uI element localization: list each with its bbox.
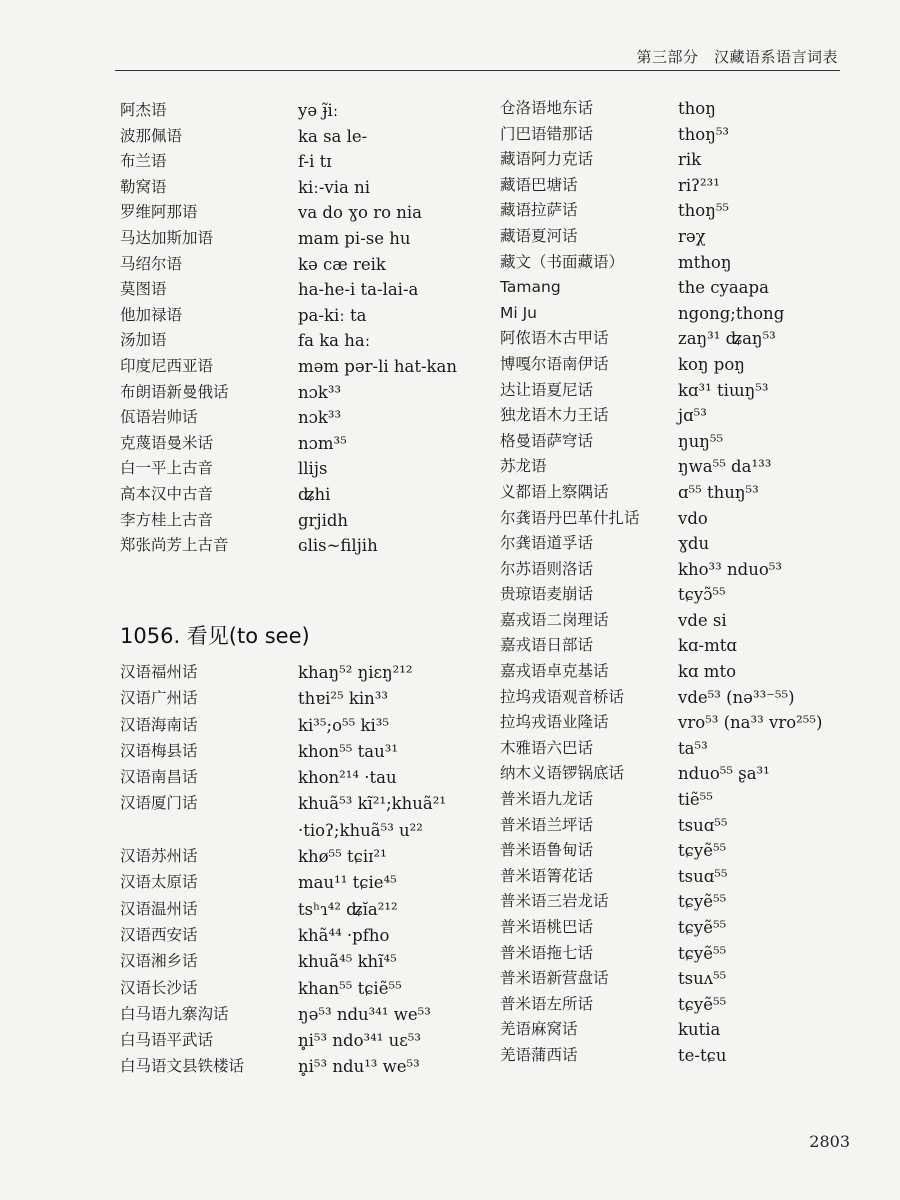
entry-row — [500, 582, 880, 608]
language-name: Tamang — [500, 278, 561, 297]
language-name: 木雅语六巴话 — [500, 738, 594, 757]
language-name: 印度尼西亚语 — [120, 356, 214, 375]
entry-row — [120, 252, 480, 278]
pronunciation: ·tioʔ;khuã⁵³ u²² — [298, 820, 423, 840]
language-name: 义都语上察隅话 — [500, 482, 609, 501]
pronunciation: thoŋ⁵³ — [678, 124, 730, 144]
pronunciation: thoŋ — [678, 99, 716, 118]
entry-row — [500, 429, 880, 455]
pronunciation: khon²¹⁴ ·tau — [298, 768, 397, 788]
entry-row — [500, 941, 880, 967]
pronunciation: vro⁵³ (na³³ vro²⁵⁵) — [678, 713, 823, 733]
language-name: 拉坞戎语业隆话 — [500, 713, 609, 732]
entry-row — [500, 736, 880, 762]
entry-row — [500, 147, 880, 173]
pronunciation: koŋ poŋ — [678, 354, 745, 374]
pronunciation: ɑ⁵⁵ thuŋ⁵³ — [678, 482, 759, 502]
pronunciation: nɔm³⁵ — [298, 433, 347, 453]
pronunciation: tsʰɿ⁴² ʥĭa²¹² — [298, 899, 398, 919]
pronunciation: zaŋ³¹ ʥaŋ⁵³ — [678, 329, 776, 349]
language-name: 羌语蒲西话 — [500, 1045, 578, 1064]
entry-row — [120, 713, 480, 739]
pronunciation: tɕyẽ⁵⁵ — [678, 918, 727, 937]
language-name: 郑张尚芳上古音 — [120, 536, 229, 555]
entry-row — [120, 482, 480, 508]
language-name: 汉语厦门话 — [120, 794, 198, 813]
pronunciation: kɑ-mtɑ — [678, 636, 737, 656]
entry-row — [500, 326, 880, 352]
pronunciation: kə cæ reik — [298, 254, 386, 274]
entry-row — [500, 915, 880, 941]
language-name: 藏语拉萨话 — [500, 201, 578, 220]
entry-row — [120, 456, 480, 482]
language-name: 普米语三岩龙话 — [500, 892, 609, 911]
language-name: 布兰语 — [120, 152, 167, 171]
pronunciation: tiẽ⁵⁵ — [678, 790, 713, 810]
language-name: 达让语夏尼话 — [500, 380, 594, 399]
language-name: 普米语拖七话 — [500, 943, 594, 962]
language-name: 尔苏语则洛话 — [500, 559, 594, 578]
entry-row — [500, 761, 880, 787]
pronunciation: pa-kiː ta — [298, 305, 367, 325]
pronunciation: ɣdu — [678, 534, 710, 554]
entry-row — [500, 531, 880, 557]
entry-row — [120, 844, 480, 870]
language-name: 波那佩语 — [120, 126, 183, 145]
language-name: 汉语西安话 — [120, 925, 198, 944]
pronunciation: mau¹¹ tɕie⁴⁵ — [298, 873, 397, 893]
entry-row — [500, 710, 880, 736]
pronunciation: grjidh — [298, 510, 349, 530]
language-name: 尔龚语道孚话 — [500, 534, 594, 553]
language-name: 汉语福州话 — [120, 663, 198, 681]
entry-row — [120, 897, 480, 923]
language-name: Mi Ju — [500, 303, 538, 322]
language-name: 汉语海南话 — [120, 715, 198, 734]
language-name: 汉语南昌话 — [120, 768, 198, 787]
pronunciation: nɔk³³ — [298, 382, 342, 402]
pronunciation: vde⁵³ (nə³³⁻⁵⁵) — [678, 687, 795, 707]
entry-row — [500, 608, 880, 634]
entry-row — [120, 923, 480, 949]
language-name: 博嘎尔语南伊话 — [500, 354, 609, 373]
entry-row — [500, 301, 880, 327]
entry-row — [120, 1002, 480, 1028]
entry-row — [500, 403, 880, 429]
entry-row — [120, 124, 480, 150]
pronunciation: məm pər-li hat-kan — [298, 356, 458, 376]
section-title: 1056. 看见(to see) — [120, 624, 310, 648]
pronunciation: thɐi²⁵ kin³³ — [298, 689, 388, 709]
entry-row — [500, 454, 880, 480]
entry-row — [500, 1043, 880, 1069]
entry-row — [120, 354, 480, 380]
language-name: 普米语左所话 — [500, 994, 594, 1013]
language-name: 藏文（书面藏语） — [500, 252, 625, 271]
language-name: 普米语新营盘话 — [500, 969, 609, 988]
language-name: 阿杰语 — [120, 101, 167, 119]
language-name: 汉语梅县话 — [120, 741, 198, 760]
language-name: 独龙语木力王话 — [500, 406, 609, 425]
language-name: 格曼语萨穹话 — [500, 431, 594, 450]
language-name: 汉语太原话 — [120, 873, 198, 892]
language-name: 藏语夏河话 — [500, 226, 578, 245]
pronunciation: khaŋ⁵² ŋiɛŋ²¹² — [298, 663, 413, 682]
pronunciation: tɕyɔ̃⁵⁵ — [678, 585, 726, 605]
header-rule — [115, 70, 840, 71]
language-name: 普米语箐花话 — [500, 866, 594, 885]
pronunciation: kɑ mto — [678, 662, 737, 682]
language-name: 汉语湘乡话 — [120, 952, 198, 971]
pronunciation: f-i tɪ — [298, 152, 332, 172]
pronunciation: tsuɑ⁵⁵ — [678, 866, 728, 886]
entry-row — [500, 224, 880, 250]
page-number: 2803 — [809, 1132, 850, 1151]
entry-row — [500, 198, 880, 224]
language-name: 马绍尔语 — [120, 254, 183, 273]
entry-row — [500, 506, 880, 532]
pronunciation: kutia — [678, 1020, 721, 1040]
pronunciation: rəχ — [678, 226, 706, 246]
entry-row — [500, 966, 880, 992]
language-name: 普米语鲁甸话 — [500, 841, 594, 860]
entry-row — [500, 889, 880, 915]
entry-row — [120, 303, 480, 329]
pronunciation: kho³³ nduo⁵³ — [678, 559, 783, 579]
language-name: 马达加斯加语 — [120, 228, 214, 247]
language-name: 羌语麻窝话 — [500, 1020, 578, 1039]
entry-row — [120, 686, 480, 712]
entry-row — [120, 533, 480, 559]
entry-row — [120, 405, 480, 431]
language-name: 汉语温州话 — [120, 899, 198, 918]
left-column-bottom — [120, 660, 480, 1081]
pronunciation: nɔk³³ — [298, 408, 342, 428]
language-name: 高本汉中古音 — [120, 484, 214, 503]
entry-row — [500, 557, 880, 583]
entry-row — [500, 864, 880, 890]
pronunciation: fa ka haː — [298, 331, 371, 351]
pronunciation: mam pi-se hu — [298, 228, 411, 248]
pronunciation: ŋwa⁵⁵ da¹³³ — [678, 457, 772, 477]
entry-row — [500, 96, 880, 122]
language-name: 勒窝语 — [120, 177, 167, 196]
language-name: 白马语九寨沟话 — [120, 1004, 229, 1023]
pronunciation: tɕyẽ⁵⁵ — [678, 892, 727, 912]
pronunciation: vdo — [678, 508, 708, 528]
entry-row — [120, 149, 480, 175]
pronunciation: khuã⁴⁵ khĩ⁴⁵ — [298, 952, 397, 972]
language-name: 贵琼语麦崩话 — [500, 585, 594, 604]
entry-row — [500, 685, 880, 711]
pronunciation: ŋuŋ⁵⁵ — [678, 431, 724, 451]
language-name: 汉语苏州话 — [120, 847, 198, 866]
entry-row — [120, 380, 480, 406]
language-name: 布朗语新曼俄话 — [120, 382, 229, 401]
entry-row — [500, 122, 880, 148]
entry-row — [120, 277, 480, 303]
pronunciation: tsuʌ⁵⁵ — [678, 969, 727, 989]
entry-row — [500, 659, 880, 685]
entry-row — [500, 1017, 880, 1043]
entry-row — [500, 813, 880, 839]
pronunciation: ʥhi — [298, 484, 331, 504]
language-name: 嘉戎语卓克基话 — [500, 662, 609, 681]
pronunciation: ngong;thong — [678, 303, 785, 323]
pronunciation: kiː-via ni — [298, 177, 370, 197]
entry-row — [120, 175, 480, 201]
language-name: 汉语长沙话 — [120, 978, 198, 997]
left-column-top — [120, 98, 480, 559]
entry-row — [120, 508, 480, 534]
pronunciation: nduo⁵⁵ ʂa³¹ — [678, 764, 770, 784]
language-name: 汉语广州话 — [120, 689, 198, 708]
pronunciation: llijs — [298, 459, 328, 479]
entry-row — [120, 200, 480, 226]
pronunciation: khø⁵⁵ tɕiɪ²¹ — [298, 847, 387, 867]
entry-row — [500, 275, 880, 301]
pronunciation: the cyaapa — [678, 278, 769, 298]
language-name: 罗维阿那语 — [120, 203, 198, 222]
entry-row — [500, 352, 880, 378]
entry-row — [500, 633, 880, 659]
entry-row — [120, 765, 480, 791]
language-name: 克蔑语曼米话 — [120, 433, 214, 452]
pronunciation: thoŋ⁵⁵ — [678, 201, 730, 221]
pronunciation: tɕyẽ⁵⁵ — [678, 841, 727, 861]
language-name: 李方桂上古音 — [120, 510, 214, 529]
entry-row — [120, 739, 480, 765]
entry-row — [120, 976, 480, 1002]
language-name: 他加禄语 — [120, 305, 183, 324]
right-column — [500, 96, 880, 1069]
pronunciation: khã⁴⁴ ·pfho — [298, 925, 390, 945]
entry-row — [120, 98, 480, 124]
language-name: 纳木义语锣锅底话 — [500, 764, 625, 783]
entry-row — [120, 1028, 480, 1054]
pronunciation: riʔ²³¹ — [678, 175, 720, 195]
language-name: 佤语岩帅话 — [120, 408, 198, 427]
entry-row — [120, 328, 480, 354]
language-name: 白马语平武话 — [120, 1031, 214, 1050]
language-name: 嘉戎语二岗理话 — [500, 610, 609, 629]
language-name: 尔龚语丹巴革什扎话 — [500, 508, 640, 527]
pronunciation: n̥i⁵³ ndo³⁴¹ uɛ⁵³ — [298, 1031, 421, 1051]
pronunciation: ha-he-i ta-lai-a — [298, 280, 419, 300]
entry-row — [120, 818, 480, 844]
pronunciation: tɕyẽ⁵⁵ — [678, 994, 727, 1014]
entry-row — [500, 250, 880, 276]
entry-row — [120, 1054, 480, 1080]
pronunciation: rik — [678, 150, 702, 170]
pronunciation: ta⁵³ — [678, 738, 708, 758]
entry-row — [120, 949, 480, 975]
pronunciation: ŋə⁵³ ndu³⁴¹ we⁵³ — [298, 1004, 431, 1024]
entry-row — [500, 173, 880, 199]
language-name: 仓洛语地东话 — [500, 99, 594, 117]
running-header: 第三部分 汉藏语系语言词表 — [636, 48, 838, 66]
pronunciation: ɢlis~filjih — [298, 536, 378, 556]
language-name: 拉坞戎语观音桥话 — [500, 687, 625, 706]
entry-row — [120, 870, 480, 896]
pronunciation: ki³⁵;o⁵⁵ ki³⁵ — [298, 715, 389, 735]
pronunciation: ka sa le- — [298, 126, 368, 146]
pronunciation: khon⁵⁵ tau³¹ — [298, 741, 398, 761]
language-name: 阿侬语木古甲话 — [500, 329, 609, 348]
entry-row — [120, 791, 480, 817]
pronunciation: jɑ⁵³ — [678, 406, 707, 426]
language-name: 白马语文县铁楼话 — [120, 1057, 245, 1076]
language-name: 普米语桃巴话 — [500, 918, 594, 936]
language-name: 门巴语错那话 — [500, 124, 594, 143]
pronunciation: yə ɟ̃iː — [298, 101, 339, 120]
entry-row — [120, 660, 480, 686]
language-name: 白一平上古音 — [120, 459, 214, 478]
entry-row — [500, 787, 880, 813]
language-name: 汤加语 — [120, 331, 167, 350]
pronunciation: te-tɕu — [678, 1045, 727, 1065]
pronunciation: mthoŋ — [678, 252, 732, 272]
language-name: 藏语阿力克话 — [500, 150, 594, 169]
entry-row — [120, 431, 480, 457]
entry-row — [120, 226, 480, 252]
entry-row — [500, 378, 880, 404]
language-name: 莫图语 — [120, 280, 167, 299]
language-name: 嘉戎语日部话 — [500, 636, 594, 655]
pronunciation: tɕyẽ⁵⁵ — [678, 943, 727, 963]
pronunciation: vde si — [678, 610, 727, 630]
language-name: 普米语九龙话 — [500, 790, 594, 809]
pronunciation: kɑ³¹ tiɯŋ⁵³ — [678, 380, 769, 400]
entry-row — [500, 992, 880, 1018]
language-name: 苏龙语 — [500, 457, 547, 476]
pronunciation: khan⁵⁵ tɕiẽ⁵⁵ — [298, 978, 402, 998]
entry-row — [500, 838, 880, 864]
entry-row — [500, 480, 880, 506]
pronunciation: khuã⁵³ kĩ²¹;khuã²¹ — [298, 794, 446, 814]
pronunciation: tsuɑ⁵⁵ — [678, 815, 728, 835]
pronunciation: n̥i⁵³ ndu¹³ we⁵³ — [298, 1057, 420, 1077]
pronunciation: va do ɣo ro nia — [298, 203, 423, 223]
language-name: 普米语兰坪话 — [500, 815, 594, 834]
language-name: 藏语巴塘话 — [500, 175, 578, 194]
